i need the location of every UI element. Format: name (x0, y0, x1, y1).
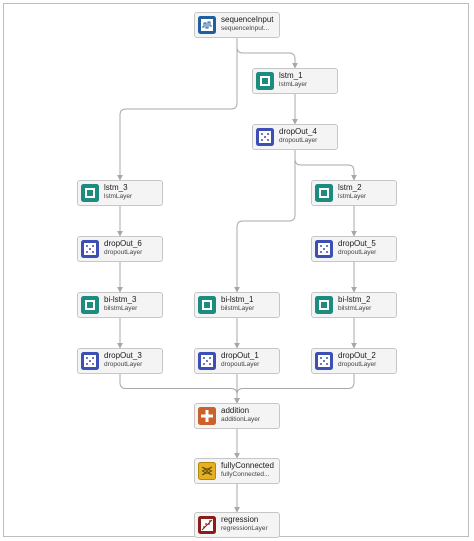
connection-dropout-4-to-lstm-2 (295, 150, 354, 180)
layer-node-dropout-4[interactable] (252, 124, 338, 150)
layer-type: dropoutLayer (279, 137, 318, 144)
connection-sequenceinput-to-lstm-1 (237, 38, 295, 68)
layer-name: lstm_3 (104, 183, 128, 192)
layer-type: dropoutLayer (104, 361, 143, 368)
layer-type: sequenceInput... (221, 25, 270, 32)
dropout-icon (315, 240, 333, 258)
lstm-icon (256, 72, 274, 90)
layer-node-lstm-2[interactable] (311, 180, 397, 206)
layer-type: bilstmLayer (338, 305, 372, 312)
layer-name: dropOut_1 (221, 351, 259, 360)
dropout-icon (81, 352, 99, 370)
layer-node-dropout-3[interactable] (77, 348, 163, 374)
layer-node-bi-lstm-3[interactable] (77, 292, 163, 318)
dropout-icon (81, 240, 99, 258)
layer-type: lstmLayer (279, 81, 308, 88)
layer-node-dropout-5[interactable] (311, 236, 397, 262)
bilstm-icon (81, 296, 99, 314)
sequence-input-icon (198, 16, 216, 34)
layer-name: dropOut_3 (104, 351, 142, 360)
layer-node-addition[interactable] (194, 403, 280, 429)
bilstm-icon (198, 296, 216, 314)
layer-node-regression[interactable] (194, 512, 280, 538)
layer-type: lstmLayer (338, 193, 367, 200)
dropout-icon (256, 128, 274, 146)
layer-type: bilstmLayer (104, 305, 138, 312)
connection-dropout-3-to-addition (120, 374, 237, 403)
layer-node-dropout-1[interactable] (194, 348, 280, 374)
layer-node-fullyconnected[interactable] (194, 458, 280, 484)
layer-name: bi-lstm_1 (221, 295, 254, 304)
layer-type: fullyConnected... (221, 471, 270, 478)
layer-name: dropOut_5 (338, 239, 376, 248)
layer-type: additionLayer (221, 416, 261, 423)
connection-sequenceinput-to-lstm-3 (120, 38, 237, 180)
dropout-icon (198, 352, 216, 370)
layer-type: lstmLayer (104, 193, 133, 200)
layer-name: bi-lstm_3 (104, 295, 137, 304)
layer-type: bilstmLayer (221, 305, 255, 312)
layer-name: dropOut_6 (104, 239, 142, 248)
layer-name: sequenceInput (221, 15, 274, 24)
layer-name: addition (221, 406, 250, 415)
regression-icon (198, 516, 216, 534)
bilstm-icon (315, 296, 333, 314)
layer-type: dropoutLayer (338, 361, 377, 368)
layer-name: lstm_1 (279, 71, 303, 80)
connection-dropout-4-to-bi-lstm-1 (237, 150, 295, 292)
layer-type: dropoutLayer (221, 361, 260, 368)
layer-type: dropoutLayer (338, 249, 377, 256)
layer-name: dropOut_4 (279, 127, 317, 136)
layer-node-bi-lstm-2[interactable] (311, 292, 397, 318)
layer-type: regressionLayer (221, 525, 268, 532)
addition-icon (198, 407, 216, 425)
lstm-icon (81, 184, 99, 202)
layer-name: lstm_2 (338, 183, 362, 192)
connection-dropout-2-to-addition (237, 374, 354, 403)
dropout-icon (315, 352, 333, 370)
layer-node-bi-lstm-1[interactable] (194, 292, 280, 318)
lstm-icon (315, 184, 333, 202)
layer-name: regression (221, 515, 259, 524)
layer-node-sequenceinput[interactable] (194, 12, 280, 38)
layer-type: dropoutLayer (104, 249, 143, 256)
fully-connected-icon (198, 462, 216, 480)
layer-name: dropOut_2 (338, 351, 376, 360)
layer-node-dropout-2[interactable] (311, 348, 397, 374)
layer-node-lstm-3[interactable] (77, 180, 163, 206)
layer-name: fullyConnected (221, 461, 274, 470)
layer-name: bi-lstm_2 (338, 295, 371, 304)
layer-node-lstm-1[interactable] (252, 68, 338, 94)
layer-node-dropout-6[interactable] (77, 236, 163, 262)
